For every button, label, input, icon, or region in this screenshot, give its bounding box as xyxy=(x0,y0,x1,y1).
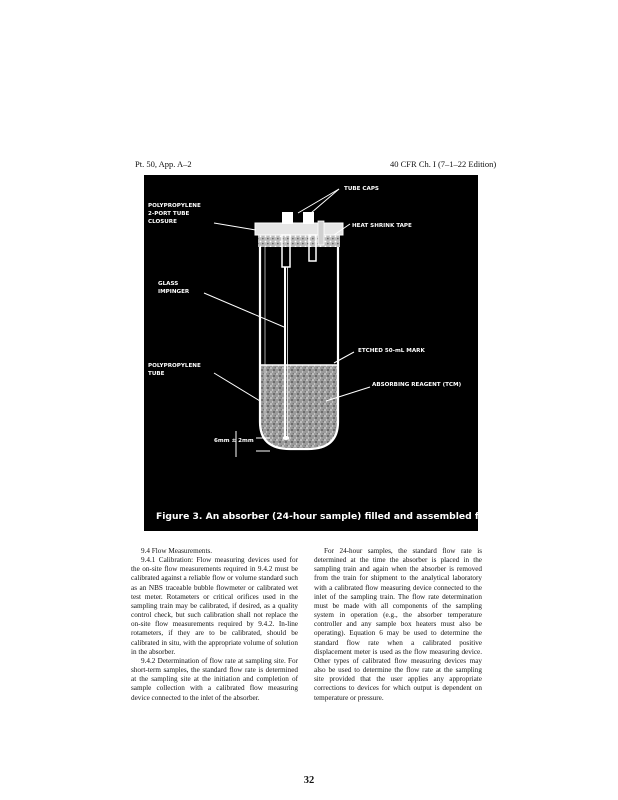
paragraph: 9.4.1 Calibration: Flow measuring devices used for the on-site flow measurements required in 9.4.2 must be calibrated against a reliable flow or volume standard such as an NBS traceable bubble flowmeter or calibrated wet test meter. Rotameters or critical orifices used in the sampling train may be calibrated, if desired, as a quality control check, but such calibration shall not replace the on-site flow measurements required by 9.4.2. In-line rotameters, if they are to be calibrated, should be calibrated in situ, with the appropriate volume of solution in the absorber. xyxy=(131,556,298,656)
label-heat-shrink: HEAT SHRINK TAPE xyxy=(352,223,412,229)
label-impinger-1: GLASS xyxy=(158,281,179,287)
absorber-illustration xyxy=(144,175,478,531)
label-closure-1: POLYPROPYLENE xyxy=(148,203,201,209)
page-number: 32 xyxy=(303,775,315,786)
paragraph: For 24-hour samples, the standard flow rate is determined at the time the absorber is placed in the sampling train and again when the absorber is removed from the train for shipment to the analytical laboratory with a calibrated flow measuring device connected to the inlet of the sampling train. The flow rate determination must be made with all components of the sampling system in operation (e.g., the absorber temperature controller and any sample box heaters must also be operating). Equation 6 may be used to determine the standard flow rate when a calibrated positive displacement meter is used as the flow measuring device. Other types of calibrated flow measuring devices may also be used to determine the flow rate at the sampling site provided that the user applies any appropriate corrections to devices for which output is dependent on temperature or pressure. xyxy=(314,547,482,702)
absorber-figure xyxy=(144,175,545,531)
running-header-left: Pt. 50, App. A–2 xyxy=(135,159,192,169)
paragraph: 9.4.2 Determination of flow rate at sampling site. For short-term samples, the standard flow rate is determined at the sampling site at the initiation and completion of sample collection with a calibrated flow measuring device connected to the inlet of the absorber. xyxy=(131,656,298,702)
label-tube-caps: TUBE CAPS xyxy=(344,186,379,192)
right-column xyxy=(314,547,482,703)
absorbing-reagent xyxy=(260,365,338,449)
tube-cap-left xyxy=(282,212,293,224)
label-gap: 6mm ± 2mm xyxy=(214,438,254,444)
label-closure-3: CLOSURE xyxy=(148,219,177,225)
label-closure-2: 2-PORT TUBE xyxy=(148,211,190,217)
left-column xyxy=(131,547,298,703)
figure-caption: Figure 3. An absorber (24-hour sample) filled and assembled for shipment. xyxy=(156,511,545,522)
label-tube-1: POLYPROPYLENE xyxy=(148,363,201,369)
tube-closure xyxy=(255,223,343,235)
section-heading: 9.4 Flow Measurements. xyxy=(141,547,213,555)
label-tube-2: TUBE xyxy=(148,371,165,377)
label-reagent: ABSORBING REAGENT (TCM) xyxy=(372,382,462,388)
running-header-right: 40 CFR Ch. I (7–1–22 Edition) xyxy=(390,159,497,169)
tube-cap-right xyxy=(303,212,314,224)
label-impinger-2: IMPINGER xyxy=(158,289,190,295)
label-etched-mark: ETCHED 50-mL MARK xyxy=(358,348,425,354)
